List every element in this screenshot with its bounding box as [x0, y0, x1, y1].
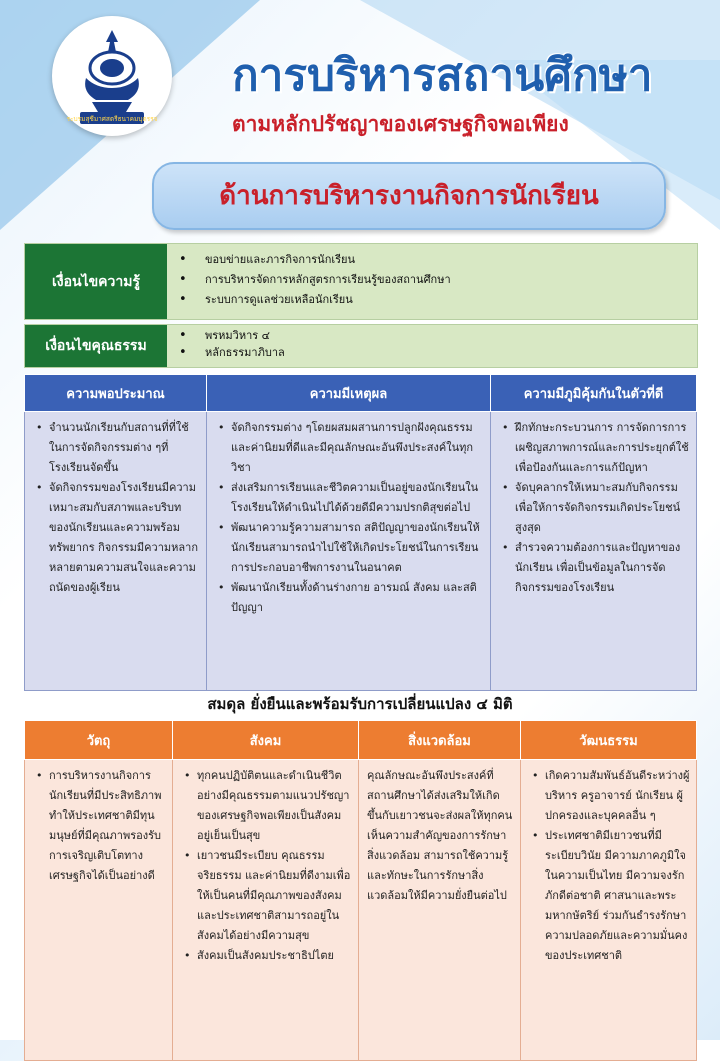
morality-condition-list: [175, 327, 285, 361]
principles-header-row: [25, 375, 697, 412]
header-reasonableness: ความมีเหตุผล: [207, 375, 491, 412]
list-item: • ประเทศชาติมีเยาวชนที่มีระเบียบวินัย มีความภาคภูมิใจในความเป็นไทย มีความจงรักภักดีต่อชาติ ศาสนาและพระมหากษัตริย์ ร่วมกันธำรงรักษาความปลอดภัยและความมั่นคงของประเทศชาติ: [545, 826, 690, 966]
knowledge-condition-row: [24, 243, 698, 320]
morality-condition-label: เงื่อนไขคุณธรรม: [25, 325, 167, 367]
principles-table: [24, 374, 697, 691]
header-moderation: ความพอประมาณ: [25, 375, 207, 412]
list-item: • สำรวจความต้องการและปัญหาของนักเรียน เพื่อเป็นข้อมูลในการจัดกิจกรรมของโรงเรียน: [515, 538, 690, 598]
header-environment: สิ่งแวดล้อม: [359, 721, 521, 760]
list-item: • หลักธรรมาภิบาล: [193, 344, 285, 361]
knowledge-condition-label: เงื่อนไขความรู้: [25, 244, 167, 319]
material-cell: [25, 760, 173, 1061]
header-material: วัตถุ: [25, 721, 173, 760]
list-item: • พัฒนานักเรียนทั้งด้านร่างกาย อารมณ์ สังคม และสติปัญญา: [231, 578, 484, 618]
list-item: • ส่งเสริมการเรียนและชีวิตความเป็นอยู่ของนักเรียนในโรงเรียนให้ดำเนินไปได้ด้วยดีมีความปรกติสุขต่อไป: [231, 478, 484, 518]
list-item: • พรหมวิหาร ๔: [193, 327, 285, 344]
dimensions-content-row: [25, 760, 697, 1061]
list-item: • ฝึกทักษะกระบวนการ การจัดการการเผชิญสภาพการณ์และการประยุกต์ใช้ เพื่อป้องกันและการแก้ปัญหา: [515, 418, 690, 478]
section-banner-text: ด้านการบริหารงานกิจการนักเรียน: [219, 181, 599, 211]
culture-cell: [521, 760, 697, 1061]
dimensions-table: [24, 720, 697, 1061]
section-banner: [152, 162, 666, 230]
header-immunity: ความมีภูมิคุ้มกันในตัวที่ดี: [491, 375, 697, 412]
list-item: • สังคมเป็นสังคมประชาธิปไตย: [197, 946, 352, 966]
environment-text: คุณลักษณะอันพึงประสงค์ที่สถานศึกษาได้ส่งเสริมให้เกิดขึ้นกับเยาวชนจะส่งผลให้ทุกคนเห็นความสำคัญของการรักษาสิ่งแวดล้อม สามารถใช้ความรู้และทักษะในการรักษาสิ่งแวดล้อมให้มีความยั่งยืนต่อไป: [367, 769, 513, 902]
list-item: • จำนวนนักเรียนกับสถานที่ที่ใช้ในการจัดกิจกรรมต่าง ๆที่โรงเรียนจัดขึ้น: [49, 418, 200, 478]
page-subtitle: ตามหลักปรัชญาของเศรษฐกิจพอเพียง: [232, 112, 569, 136]
school-logo: [52, 16, 172, 136]
list-item: • เยาวชนมีระเบียบ คุณธรรม จริยธรรม และค่านิยมที่ดีงามเพื่อให้เป็นคนที่มีคุณภาพของสังคมและประเทศชาติสามารถอยู่ในสังคมได้อย่างมีความสุข: [197, 846, 352, 946]
list-item: • พัฒนาความรู้ความสามารถ สติปัญญาของนักเรียนให้นักเรียนสามารถนำไปใช้ให้เกิดประโยชน์ในการเรียน การประกอบอาชีพการงานในอนาคต: [231, 518, 484, 578]
list-item: • จัดบุคลากรให้เหมาะสมกับกิจกรรม เพื่อให้การจัดกิจกรรมเกิดประโยชน์สูงสุด: [515, 478, 690, 538]
list-item: • การบริหารจัดการหลักสูตรการเรียนรู้ของสถานศึกษา: [193, 270, 451, 290]
list-item: • ขอบข่ายและภารกิจการนักเรียน: [193, 250, 451, 270]
header-culture: วัฒนธรรม: [521, 721, 697, 760]
immunity-cell: [491, 412, 697, 691]
knowledge-condition-list: [175, 250, 451, 310]
list-item: • จัดกิจกรรมต่าง ๆโดยผสมผสานการปลูกฝังคุณธรรมและค่านิยมที่ดีและมีคุณลักษณะอันพึงประสงค์ในทุกวิชา: [231, 418, 484, 478]
page-title: การบริหารสถานศึกษา: [232, 50, 653, 101]
principles-content-row: [25, 412, 697, 691]
school-emblem-icon: [52, 16, 172, 136]
logo-text: ระบรมสุชีมาศสตรีธนาคมบุตรรจ: [66, 115, 158, 123]
list-item: • จัดกิจกรรมของโรงเรียนมีความเหมาะสมกับสภาพและบริบทของนักเรียนและความพร้อมทรัพยากร กิจกรรมมีความหลากหลายตามความสนใจและความถนัดของผู้เรียน: [49, 478, 200, 598]
morality-condition-row: [24, 324, 698, 368]
moderation-cell: [25, 412, 207, 691]
list-item: • ทุกคนปฏิบัติตนและดำเนินชีวิตอย่างมีคุณธรรมตามแนวปรัชญาของเศรษฐกิจพอเพียงเป็นสังคมอยู่เย็นเป็นสุข: [197, 766, 352, 846]
reasonableness-cell: [207, 412, 491, 691]
environment-cell: [359, 760, 521, 1061]
header-social: สังคม: [173, 721, 359, 760]
list-item: • ระบบการดูแลช่วยเหลือนักเรียน: [193, 290, 451, 310]
list-item: • เกิดความสัมพันธ์อันดีระหว่างผู้บริหาร ครูอาจารย์ นักเรียน ผู้ปกครองและบุคคลอื่น ๆ: [545, 766, 690, 826]
balance-heading: สมดุล ยั่งยืนและพร้อมรับการเปลี่ยนแปลง ๔ มิติ: [207, 695, 513, 713]
list-item: • การบริหารงานกิจการนักเรียนที่มีประสิทธิภาพทำให้ประเทศชาติมีทุนมนุษย์ที่มีคุณภาพรองรับการเจริญเติบโตทางเศรษฐกิจได้เป็นอย่างดี: [49, 766, 166, 886]
social-cell: [173, 760, 359, 1061]
dimensions-header-row: [25, 721, 697, 760]
